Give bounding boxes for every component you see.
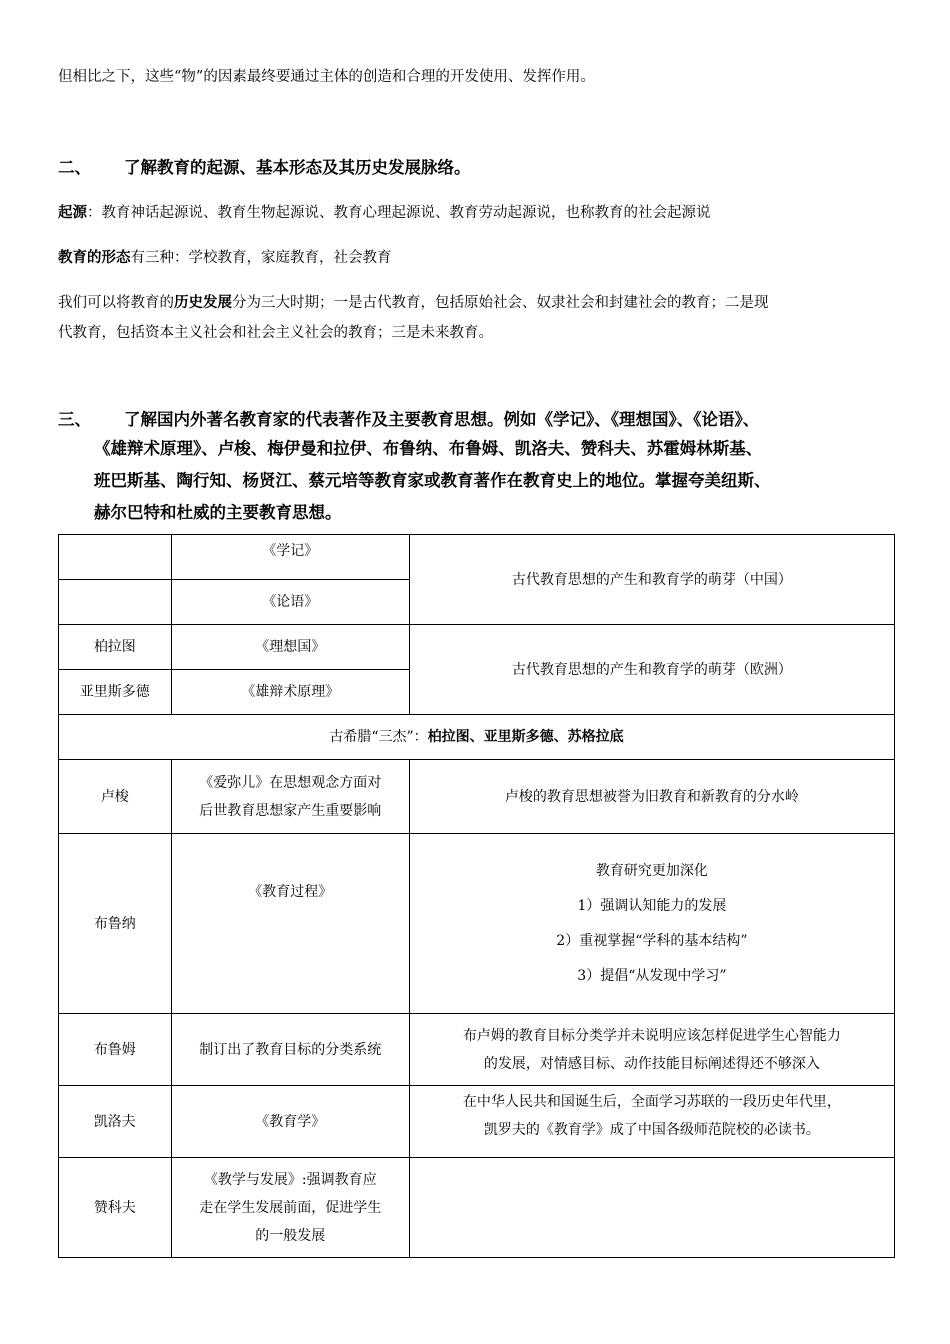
table-cell-note: [409, 834, 894, 1014]
origin-paragraph: [58, 198, 711, 228]
table-cell-europe-note: 古代教育思想的产生和教育学的萌芽（欧洲）: [409, 625, 894, 715]
section-3-line4: 赫尔巴特和杜威的主要教育思想。: [94, 503, 342, 522]
table-cell-note: [409, 1086, 894, 1158]
section-3-number: 三、: [58, 410, 91, 429]
bruner-note-1: 教育研究更加深化: [595, 863, 708, 879]
bloom-note-line2: 的发展，对情感目标、动作技能目标阐述得还不够深入: [483, 1055, 820, 1072]
educators-table: [58, 534, 895, 1258]
section-3-heading: [58, 406, 759, 430]
table-cell-work: 《雄辩术原理》: [171, 670, 409, 715]
forms-label: 教育的形态: [58, 249, 131, 266]
table-cell-person: 赞科夫: [59, 1158, 172, 1258]
section-3-continuation: [94, 433, 771, 529]
rousseau-work-line2: 后世教育思想家产生重要影响: [199, 802, 382, 819]
history-paragraph-line1: [58, 288, 769, 318]
bruner-note-4: 3）提倡“从发现中学习”: [577, 968, 727, 984]
table-cell-china-note: 古代教育思想的产生和教育学的萌芽（中国）: [409, 535, 894, 625]
rousseau-work-line1: 《爱弥儿》在思想观念方面对: [199, 774, 382, 791]
section-2-title: 了解教育的起源、基本形态及其历史发展脉络。: [124, 158, 471, 177]
table-cell-person: 布鲁姆: [59, 1014, 172, 1086]
greece-names: 柏拉图、亚里斯多德、苏格拉底: [427, 729, 624, 745]
history-paragraph-line2: 代教育，包括资本主义社会和社会主义社会的教育；三是未来教育。: [58, 325, 493, 341]
kairov-note-line1: 在中华人民共和国诞生后，全面学习苏联的一段历史年代里，: [462, 1094, 841, 1110]
table-cell-work: 《学记》: [171, 535, 409, 580]
table-row: [59, 1014, 895, 1086]
table-cell-person: 布鲁纳: [59, 834, 172, 1014]
table-cell-work: [171, 760, 409, 834]
zankov-work-line3: 的一般发展: [255, 1227, 326, 1244]
table-cell-person: 卢梭: [59, 760, 172, 834]
greece-prefix: 古希腊“三杰”：: [329, 729, 428, 745]
table-cell-empty: [59, 580, 172, 625]
table-row: [59, 1158, 895, 1258]
table-cell-note: 卢梭的教育思想被誉为旧教育和新教育的分水岭: [409, 760, 894, 834]
section-3-line3: 班巴斯基、陶行知、杨贤江、蔡元培等教育家或教育著作在教育史上的地位。掌握夸美纽斯、: [94, 471, 771, 490]
table-cell-person: 柏拉图: [59, 625, 172, 670]
table-row: [59, 760, 895, 834]
bloom-note-line1: 布卢姆的教育目标分类学并未说明应该怎样促进学生心智能力: [462, 1027, 841, 1044]
table-cell-work: 《教育过程》: [171, 834, 409, 1014]
table-cell-work: [171, 1158, 409, 1258]
origin-text: ：教育神话起源说、教育生物起源说、教育心理起源说、教育劳动起源说，也称教育的社会起源说: [87, 205, 711, 221]
bruner-note-3: 2）重视掌握“学科的基本结构”: [556, 933, 748, 949]
section-3-line2: 《雄辩术原理》、卢梭、梅伊曼和拉伊、布鲁纳、布鲁姆、凯洛夫、赞科夫、苏霍姆林斯基、: [94, 439, 763, 458]
bruner-note-2: 1）强调认知能力的发展: [577, 898, 727, 914]
history-pre: 我们可以将教育的: [58, 295, 174, 311]
table-cell-work: 《论语》: [171, 580, 409, 625]
table-cell-person: 凯洛夫: [59, 1086, 172, 1158]
table-cell-greece: [59, 715, 895, 760]
table-row: [59, 625, 895, 670]
intro-paragraph: 但相比之下，这些“物”的因素最终要通过主体的创造和合理的开发使用、发挥作用。: [58, 69, 595, 85]
section-2-number: 二、: [58, 158, 91, 177]
origin-label: 起源: [58, 204, 87, 221]
kairov-note-line2: 凯罗夫的《教育学》成了中国各级师范院校的必读书。: [483, 1122, 820, 1138]
table-cell-note: [409, 1014, 894, 1086]
table-row: [59, 715, 895, 760]
table-cell-work: 制订出了教育目标的分类系统: [171, 1014, 409, 1086]
table-cell-empty: [409, 1158, 894, 1258]
zankov-work-line1: 《教学与发展》:强调教育应: [203, 1171, 377, 1188]
table-row: [59, 834, 895, 1014]
table-cell-person: 亚里斯多德: [59, 670, 172, 715]
table-row: [59, 535, 895, 580]
table-row: [59, 1086, 895, 1158]
zankov-work-line2: 走在学生发展前面，促进学生: [199, 1199, 382, 1216]
forms-text: 有三种：学校教育，家庭教育，社会教育: [130, 250, 392, 266]
forms-paragraph: [58, 243, 392, 273]
table-cell-empty: [59, 535, 172, 580]
section-3-line1: 了解国内外著名教育家的代表著作及主要教育思想。例如《学记》、《理想国》、《论语》、: [124, 410, 760, 429]
history-label: 历史发展: [174, 294, 232, 311]
section-2-heading: [58, 154, 471, 178]
table-cell-work: 《教育学》: [171, 1086, 409, 1158]
table-cell-work: 《理想国》: [171, 625, 409, 670]
history-line1-rest: 分为三大时期；一是古代教育，包括原始社会、奴隶社会和封建社会的教育；二是现: [232, 295, 769, 311]
